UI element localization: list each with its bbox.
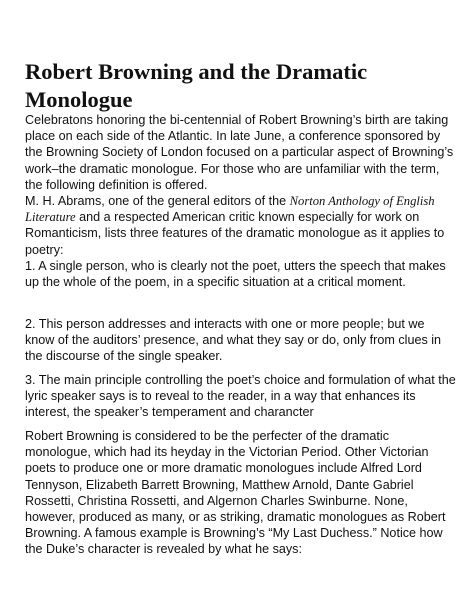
feature-point-2-block [25,316,457,365]
feature-point-1: 1. A single person, who is clearly not the poet, utters the speech that makes up the whole of the poem, in a specific situation at a critical moment. [25,258,446,290]
abrams-text-end: and a respected American critic known especially for work on Romanticism, lists three features of the dramatic monologue as it applies to poetry: [25,210,445,257]
intro-paragraph [25,112,457,193]
book-title: Norton Anthology of English Literature [25,194,435,225]
abrams-text-start: M. H. Abrams, one of the general editors of the [25,194,290,208]
feature-point-3-block [25,372,457,421]
feature-point-2: 2. This person addresses and interacts with one or more people; but we know of the auditors’ presence, and what they say or do, only from clues in the discourse of the single speaker. [25,317,442,364]
intro-text: Celebratons honoring the bi-centennial of Robert Browning’s birth are taking place on each side of the Atlantic. In late June, a conference sponsored by the Browning Society of London focused on a particular aspect of Browning’s work–the dramatic monologue. For those who are unfamiliar with the term, the following definition is offered. [25,113,454,192]
feature-point-3: 3. The main principle controlling the poet’s choice and formulation of what the lyric speaker says is to reveal to the reader, in a way that enhances its interest, the speaker’s temperament and charancter [25,373,456,420]
browning-paragraph [25,428,457,558]
abrams-paragraph [25,193,457,290]
abrams-text [25,193,457,258]
page-title: Robert Browning and the Dramatic Monologue [25,59,368,112]
browning-text: Robert Browning is considered to be the perfecter of the dramatic monologue, which had its heyday in the Victorian Period. Other Victorian poets to produce one or more dramatic monologues include Alfred Lord Tennyson, Elizabeth Barrett Browning, Matthew Arnold, Dante Gabriel Rossetti, Christina Rossetti, and Algernon Charles Swinburne. None, however, produced as many, or as striking, dramatic monologues as Robert Browning. A famous example is Browning’s “My Last Duchess.” Notice how the Duke’s character is revealed by what he says: [25,429,446,557]
